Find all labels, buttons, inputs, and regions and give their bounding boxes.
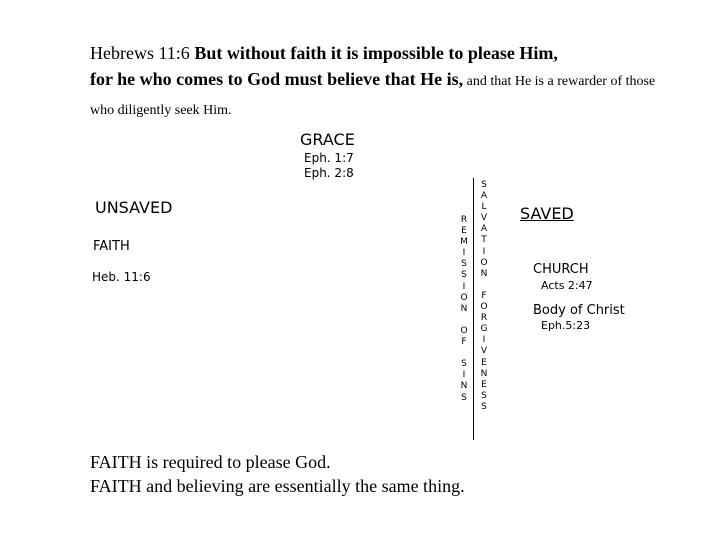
verse-bold-1: But without faith it is impossible to please Him,	[194, 43, 558, 63]
church-reference: Acts 2:47	[541, 279, 593, 292]
column-letter: S	[461, 359, 467, 370]
column-letter: A	[480, 224, 488, 235]
column-letter: I	[462, 281, 466, 292]
column-letter: E	[481, 379, 487, 390]
column-letter: O	[480, 257, 488, 268]
column-letter: S	[461, 270, 467, 281]
column-letter: I	[482, 246, 486, 257]
column-letter: E	[461, 226, 467, 237]
column-letter: A	[480, 191, 488, 202]
column-letter: N	[480, 268, 488, 279]
column-letter: S	[461, 392, 467, 403]
verse-rest: and that He is a rewarder of those who diligently seek Him.	[90, 74, 656, 118]
column-letter: N	[460, 303, 468, 314]
column-letter: M	[460, 237, 468, 248]
remission-of-sins-column	[458, 215, 470, 404]
footer-line: FAITH is required to please God.	[90, 452, 331, 472]
column-letter: N	[460, 381, 468, 392]
column-letter: O	[460, 325, 468, 336]
column-letter: I	[482, 335, 486, 346]
church-label: CHURCH	[533, 262, 589, 277]
faith-label: FAITH	[93, 239, 130, 254]
grace-ref: Eph. 2:8	[304, 166, 354, 180]
unsaved-title: UNSAVED	[95, 198, 173, 217]
column-letter: S	[481, 180, 487, 190]
column-letter: I	[462, 370, 466, 381]
divider-line	[473, 178, 474, 440]
verse-reference: Hebrews 11:6	[90, 43, 195, 63]
footer-text	[90, 450, 465, 498]
column-letter	[478, 280, 490, 291]
column-letter: G	[480, 324, 488, 335]
verse-text	[90, 40, 680, 124]
grace-title: GRACE	[300, 130, 355, 149]
faith-reference: Heb. 11:6	[92, 270, 151, 284]
saved-title: SAVED	[520, 204, 574, 223]
column-letter: E	[481, 357, 487, 368]
column-letter	[458, 315, 470, 326]
body-of-christ-reference: Eph.5:23	[541, 319, 591, 332]
column-letter: S	[481, 390, 487, 401]
salvation-forgiveness-column	[478, 180, 490, 413]
column-letter: F	[481, 290, 487, 301]
column-letter: F	[461, 337, 467, 348]
column-letter: L	[481, 202, 487, 213]
column-letter: O	[460, 292, 468, 303]
column-letter: V	[480, 213, 488, 224]
column-letter: R	[480, 313, 488, 324]
column-letter: O	[480, 302, 488, 313]
column-letter: S	[481, 401, 487, 412]
footer-line: FAITH and believing are essentially the same thing.	[90, 476, 465, 496]
column-letter: V	[480, 346, 488, 357]
column-letter	[458, 348, 470, 359]
column-letter: R	[460, 215, 468, 225]
grace-refs	[304, 151, 354, 181]
column-letter: I	[462, 248, 466, 259]
verse-bold-2: for he who comes to God must believe that He is,	[90, 69, 464, 89]
column-letter: N	[480, 368, 488, 379]
column-letter: S	[461, 259, 467, 270]
grace-ref: Eph. 1:7	[304, 151, 354, 165]
body-of-christ-label: Body of Christ	[533, 303, 625, 318]
column-letter: T	[481, 235, 487, 246]
